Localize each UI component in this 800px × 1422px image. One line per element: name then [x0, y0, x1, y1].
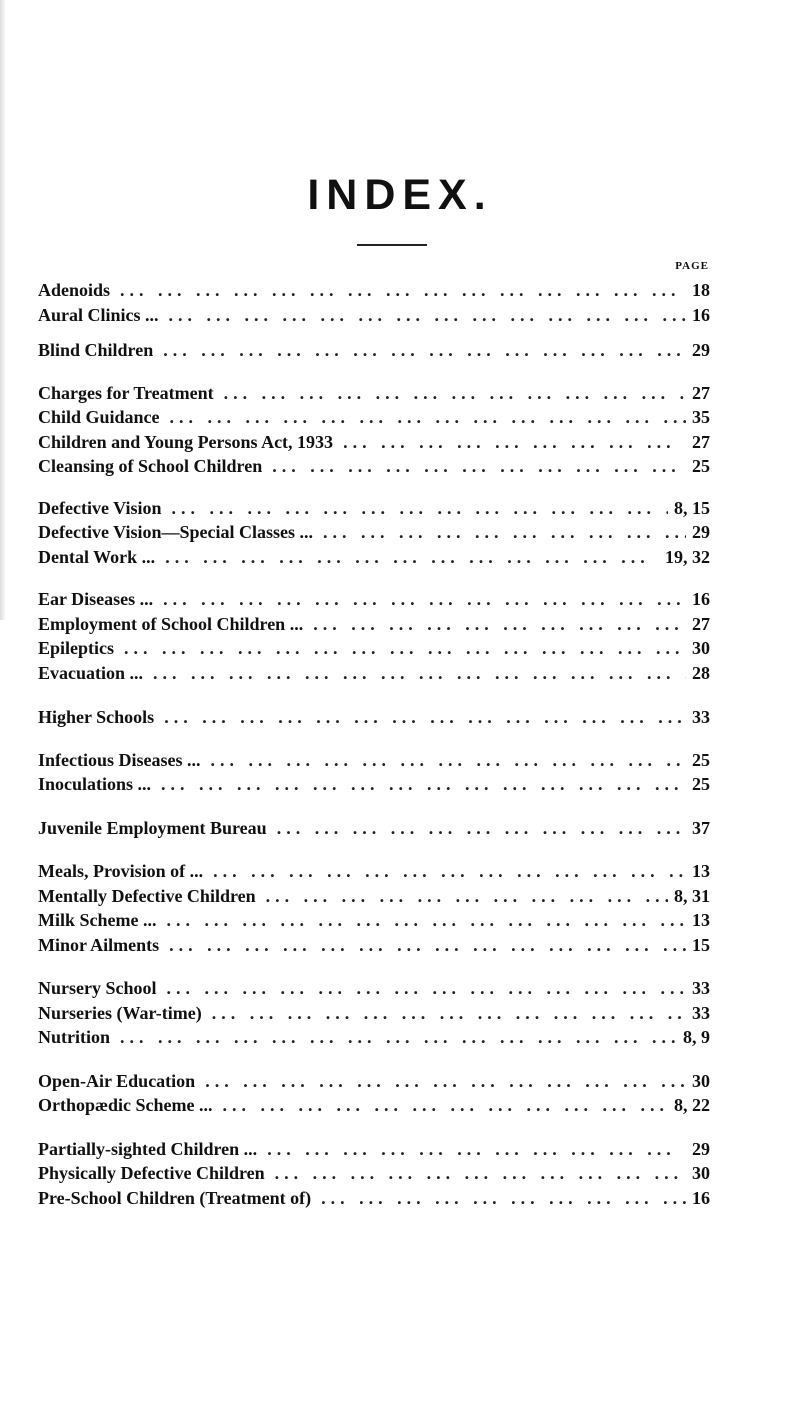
- dot-leader: [163, 340, 686, 361]
- index-entry-label: Defective Vision: [38, 497, 162, 518]
- dot-leader: [124, 638, 686, 659]
- index-entry-pages: 30: [692, 1163, 710, 1183]
- index-entry-label: Milk Scheme ...: [38, 910, 157, 930]
- dot-leader: [205, 1071, 686, 1092]
- index-entry-pages: 13: [692, 861, 710, 881]
- index-entry-pages: 16: [692, 304, 710, 325]
- dot-leader: [272, 456, 686, 477]
- index-entry-label: Partially-sighted Children ...: [38, 1138, 258, 1159]
- index-entry: [38, 886, 710, 911]
- index-entry-label: Evacuation ...: [38, 662, 144, 683]
- index-entry-label: Inoculations ...: [38, 774, 152, 794]
- index-entry-label: Higher Schools: [38, 707, 155, 727]
- page-title: INDEX.: [307, 171, 493, 219]
- dot-leader: [266, 886, 668, 907]
- index-entry-pages: 16: [692, 589, 710, 609]
- index-entry-label: Pre-School Children (Treatment of): [38, 1187, 312, 1208]
- index-entry-pages: 16: [692, 1187, 710, 1208]
- index-group: [38, 589, 710, 687]
- dot-leader: [153, 663, 686, 684]
- index-entry-pages: 27: [692, 431, 710, 452]
- dot-leader: [321, 1188, 686, 1209]
- index-entry: [38, 935, 710, 960]
- index-entry-pages: 15: [692, 934, 710, 955]
- dot-leader: [223, 1095, 669, 1116]
- index-entry: [38, 1003, 710, 1028]
- index-entry-pages: 25: [692, 456, 710, 476]
- index-entry: [38, 774, 710, 799]
- index-entry: [38, 280, 710, 305]
- dot-leader: [275, 1163, 686, 1184]
- dot-leader: [277, 818, 686, 839]
- index-entry-pages: 29: [692, 522, 710, 542]
- dot-leader: [224, 383, 686, 404]
- dot-leader: [167, 978, 687, 999]
- dot-leader: [161, 774, 686, 795]
- index-entry-pages: 8, 31: [674, 885, 710, 906]
- index-entry: [38, 818, 710, 843]
- dot-leader: [343, 432, 686, 453]
- index-group: [38, 861, 710, 959]
- dot-leader: [211, 750, 687, 771]
- dot-leader: [163, 589, 686, 610]
- index-entry-pages: 19, 32: [665, 546, 710, 567]
- index-entry: [38, 1071, 710, 1096]
- index-entry: [38, 589, 710, 614]
- index-entry-pages: 30: [692, 638, 710, 658]
- index-entry-label: Infectious Diseases ...: [38, 749, 201, 770]
- index-entry-label: Nutrition: [38, 1027, 110, 1047]
- index-entry: [38, 305, 710, 330]
- index-entry: [38, 707, 710, 732]
- index-group: [38, 818, 710, 843]
- index-entry: [38, 861, 710, 886]
- index-entry-label: Open-Air Education: [38, 1070, 196, 1091]
- index-entry-pages: 25: [692, 749, 710, 770]
- index-entry: [38, 1139, 710, 1164]
- dot-leader: [212, 1003, 686, 1024]
- index-entry-label: Mentally Defective Children: [38, 885, 256, 906]
- index-entry: [38, 407, 710, 432]
- index-entry: [38, 456, 710, 481]
- index-entry: [38, 1095, 710, 1120]
- index-entry-label: Orthopædic Scheme ...: [38, 1095, 213, 1115]
- index-entry-label: Adenoids: [38, 280, 111, 300]
- index-entry-pages: 8, 15: [674, 497, 710, 518]
- index-group: [38, 280, 710, 329]
- dot-leader: [313, 614, 686, 635]
- index-entry: [38, 547, 710, 572]
- index-group: [38, 1071, 710, 1120]
- index-entry: [38, 383, 710, 408]
- index-entry-pages: 29: [692, 1138, 710, 1159]
- dot-leader: [170, 407, 686, 428]
- index-entry-pages: 33: [692, 707, 710, 727]
- index-entry-label: Ear Diseases ...: [38, 589, 154, 609]
- dot-leader: [167, 910, 687, 931]
- index-entry-pages: 27: [692, 382, 710, 403]
- index-entry-label: Minor Ailments: [38, 934, 160, 955]
- index-entry-label: Nurseries (War-time): [38, 1002, 202, 1023]
- index-entry-label: Employment of School Children ...: [38, 613, 304, 634]
- index-entry-label: Child Guidance: [38, 407, 160, 427]
- index-entry-pages: 8, 9: [683, 1027, 710, 1047]
- page-column-header: PAGE: [675, 260, 709, 272]
- index-group: [38, 750, 710, 799]
- index-entry: [38, 910, 710, 935]
- index-entry-pages: 29: [692, 340, 710, 360]
- index-entry-label: Nursery School: [38, 978, 157, 998]
- index-entry: [38, 638, 710, 663]
- index-group: [38, 978, 710, 1052]
- index-entry-label: Dental Work ...: [38, 546, 156, 567]
- index-entry-pages: 27: [692, 613, 710, 634]
- dot-leader: [169, 305, 686, 326]
- dot-leader: [323, 522, 686, 543]
- index-entry-label: Defective Vision—Special Classes ...: [38, 522, 313, 542]
- index-entry-pages: 18: [692, 280, 710, 300]
- dot-leader: [213, 861, 686, 882]
- index-entry: [38, 1027, 710, 1052]
- index-entry-label: Epileptics: [38, 638, 115, 658]
- index-entry: [38, 498, 710, 523]
- index-entry-pages: 28: [692, 662, 710, 683]
- dot-leader: [169, 935, 686, 956]
- index-entry-pages: 35: [692, 407, 710, 427]
- dot-leader: [267, 1139, 686, 1160]
- title-divider: [357, 244, 427, 246]
- index-entry: [38, 1188, 710, 1213]
- dot-leader: [120, 280, 686, 301]
- index-entry-pages: 8, 22: [674, 1095, 710, 1115]
- index-entry-label: Meals, Provision of ...: [38, 861, 204, 881]
- index-group: [38, 498, 710, 572]
- index-group: [38, 707, 710, 732]
- index-entry: [38, 750, 710, 775]
- index-entry: [38, 614, 710, 639]
- index-entry-pages: 33: [692, 978, 710, 998]
- index-entry: [38, 432, 710, 457]
- index-entry: [38, 340, 710, 365]
- index-entry-label: Blind Children: [38, 340, 154, 360]
- scan-edge-shadow: [0, 0, 6, 620]
- index-entry-pages: 13: [692, 910, 710, 930]
- index-entry: [38, 1163, 710, 1188]
- index-entry-label: Children and Young Persons Act, 1933: [38, 431, 334, 452]
- index-group: [38, 340, 710, 365]
- index-entry-label: Juvenile Employment Bureau: [38, 817, 267, 838]
- dot-leader: [120, 1027, 677, 1048]
- index-entry-label: Cleansing of School Children: [38, 456, 263, 476]
- index-entry-label: Physically Defective Children: [38, 1163, 265, 1183]
- index-entry-pages: 37: [692, 817, 710, 838]
- index-entry-pages: 25: [692, 774, 710, 794]
- index-group: [38, 1139, 710, 1213]
- index-entry-pages: 30: [692, 1070, 710, 1091]
- index-entry: [38, 978, 710, 1003]
- dot-leader: [171, 498, 668, 519]
- index-entry: [38, 522, 710, 547]
- index-entry-label: Charges for Treatment: [38, 382, 214, 403]
- index-group: [38, 383, 710, 481]
- index-entry: [38, 663, 710, 688]
- dot-leader: [165, 547, 659, 568]
- dot-leader: [164, 707, 686, 728]
- index-list: [38, 280, 710, 1212]
- index-entry-pages: 33: [692, 1002, 710, 1023]
- index-entry-label: Aural Clinics ...: [38, 304, 159, 325]
